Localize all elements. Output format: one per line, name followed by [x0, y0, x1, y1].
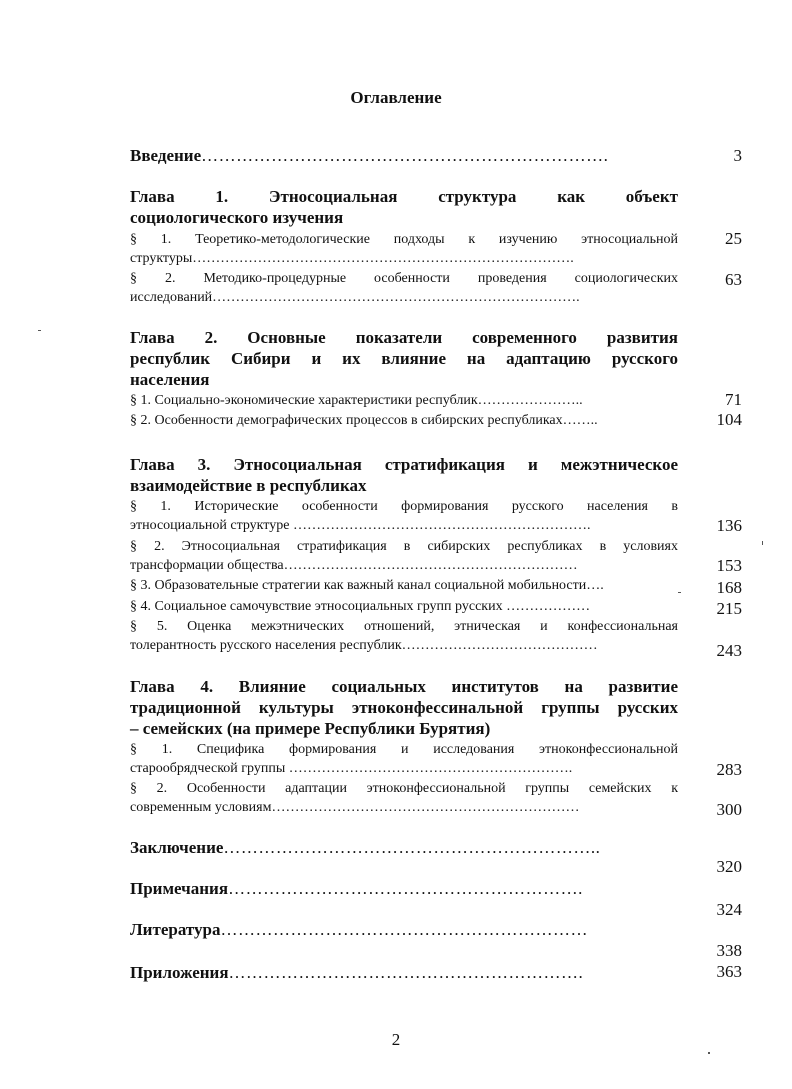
chapter-3-section-2-line2: трансформации общества………………………………………………………	[130, 558, 578, 573]
chapter-2-section-2[interactable]	[130, 411, 678, 430]
chapter-3-section-3-text: § 3. Образовательные стратегии как важный канал социальной мобильности….	[130, 578, 604, 593]
chapter-2-title-line1: Глава 2. Основные показатели современного развития	[130, 328, 678, 347]
chapter-2-section-2-text: § 2. Особенности демографических процессов в сибирских республиках……..	[130, 413, 598, 428]
chapter-3-section-2[interactable]	[130, 537, 678, 575]
chapter-4-section-1[interactable]	[130, 740, 678, 778]
toc-entry-conclusion[interactable]	[130, 838, 678, 858]
chapter-4-section-2-line2: современным условиям…………………………………………………………	[130, 800, 580, 815]
chapter-2-section-1-page: 71	[725, 390, 742, 409]
dot-leader: …………………………………………………….	[228, 963, 584, 982]
introduction-label: Введение	[130, 146, 202, 165]
notes-label: Примечания	[130, 879, 229, 898]
chapter-1-title-line2: социологического изучения	[130, 208, 344, 227]
scan-speck	[38, 330, 41, 331]
chapter-4-title-line2: традиционной культуры этноконфессинальной группы русских	[130, 698, 678, 717]
chapter-1-section-2-line1: § 2. Методико-процедурные особенности проведения социологических	[130, 271, 678, 286]
toc-heading: Оглавление	[350, 88, 442, 107]
conclusion-page: 320	[716, 857, 742, 876]
appendix-page: 363	[716, 962, 742, 981]
dot-leader: ………………………………………………………	[220, 920, 588, 939]
scan-speck	[678, 592, 681, 593]
toc-entry-introduction[interactable]	[130, 146, 678, 166]
scan-speck	[708, 1052, 710, 1054]
chapter-3-section-2-page: 153	[716, 556, 742, 575]
chapter-3-title-line2: взаимодействие в республиках	[130, 476, 367, 495]
chapter-3-section-5-line2: толерантность русского населения республик……………………………………	[130, 638, 598, 653]
chapter-1-section-2-line2: исследований…………………………………………………………………….	[130, 290, 580, 305]
chapter-1-section-1-line1: § 1. Теоретико-методологические подходы к изучению этносоциальной	[130, 232, 678, 247]
toc-entry-appendix[interactable]	[130, 963, 678, 983]
chapter-4-section-2[interactable]	[130, 779, 678, 817]
chapter-3-section-5-page: 243	[716, 641, 742, 660]
chapter-3-section-1-page: 136	[716, 516, 742, 535]
notes-page: 324	[716, 900, 742, 919]
toc-entry-literature[interactable]	[130, 920, 678, 940]
chapter-1-section-2[interactable]	[130, 269, 678, 307]
chapter-4-title[interactable]	[130, 676, 678, 739]
chapter-1-title-line1: Глава 1. Этносоциальная структура как объект	[130, 187, 678, 206]
scan-speck	[762, 541, 763, 545]
chapter-3-title[interactable]	[130, 454, 678, 496]
chapter-2-title[interactable]	[130, 327, 678, 390]
chapter-2-section-2-page: 104	[716, 410, 742, 429]
chapter-3-section-5-line1: § 5. Оценка межэтнических отношений, этническая и конфессиональная	[130, 619, 678, 634]
chapter-4-section-1-page: 283	[716, 760, 742, 779]
chapter-2-title-line3: населения	[130, 370, 210, 389]
chapter-3-section-3[interactable]	[130, 576, 678, 595]
literature-label: Литература	[130, 920, 221, 939]
conclusion-label: Заключение	[130, 838, 224, 857]
dot-leader: ………………………………………………………..	[223, 838, 601, 857]
chapter-3-section-4-page: 215	[716, 599, 742, 618]
chapter-4-section-2-page: 300	[716, 800, 742, 819]
chapter-3-title-line1: Глава 3. Этносоциальная стратификация и межэтническое	[130, 455, 678, 474]
chapter-1-section-1-page: 25	[725, 229, 742, 248]
page-number: 2	[391, 1030, 401, 1049]
dot-leader: …………………………………………………………….	[201, 146, 609, 165]
chapter-3-section-1-line1: § 1. Исторические особенности формирования русского населения в	[130, 499, 678, 514]
chapter-3-section-5[interactable]	[130, 617, 678, 655]
chapter-2-section-1-text: § 1. Социально-экономические характеристики республик…………………..	[130, 393, 583, 408]
toc-entry-notes[interactable]	[130, 879, 678, 899]
chapter-4-section-1-line1: § 1. Специфика формирования и исследования этноконфессиональной	[130, 742, 678, 757]
chapter-3-section-4[interactable]	[130, 597, 678, 616]
chapter-3-section-4-text: § 4. Социальное самочувствие этносоциальных групп русских ………………	[130, 599, 591, 614]
introduction-page: 3	[733, 146, 742, 165]
chapter-4-title-line3: – семейских (на примере Республики Бурятия)	[130, 719, 491, 738]
appendix-label: Приложения	[130, 963, 229, 982]
chapter-1-section-1-line2: структуры……………………………………………………………………….	[130, 251, 574, 266]
chapter-3-section-1-line2: этносоциальной структуре ……………………………………………………….	[130, 518, 591, 533]
literature-page: 338	[716, 941, 742, 960]
chapter-1-section-1[interactable]	[130, 230, 678, 268]
chapter-3-section-2-line1: § 2. Этносоциальная стратификация в сибирских республиках в условиях	[130, 539, 678, 554]
chapter-4-title-line1: Глава 4. Влияние социальных институтов на развитие	[130, 677, 678, 696]
chapter-4-section-2-line1: § 2. Особенности адаптации этноконфессиональной группы семейских к	[130, 781, 678, 796]
chapter-3-section-3-page: 168	[716, 578, 742, 597]
chapter-2-title-line2: республик Сибири и их влияние на адаптацию русского	[130, 349, 678, 368]
chapter-2-section-1[interactable]	[130, 391, 678, 410]
chapter-1-title[interactable]	[130, 186, 678, 228]
chapter-3-section-1[interactable]	[130, 497, 678, 535]
chapter-4-section-1-line2: старообрядческой группы …………………………………………………….	[130, 761, 573, 776]
dot-leader: …………………………………………………….	[228, 879, 583, 898]
chapter-1-section-2-page: 63	[725, 270, 742, 289]
